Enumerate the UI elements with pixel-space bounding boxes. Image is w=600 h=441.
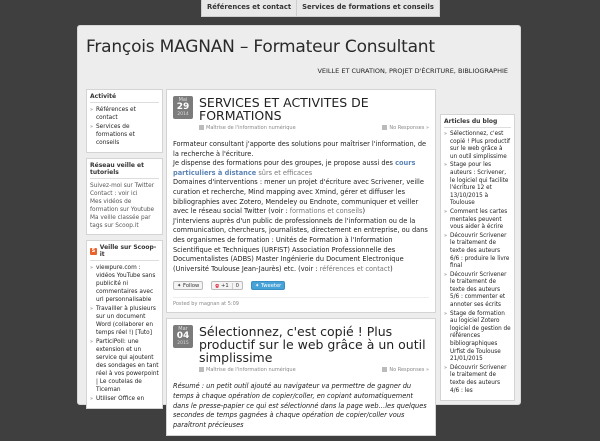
- post-day: 04: [176, 331, 190, 342]
- right-sidebar: [440, 114, 515, 406]
- gplus-icon: g: [215, 282, 220, 289]
- twitter-icon: ✦: [177, 282, 182, 289]
- gplus-count: 0: [232, 283, 239, 289]
- link-cours-distance[interactable]: cours particuliers à distance: [173, 159, 416, 177]
- post-year: 2015: [177, 341, 189, 347]
- share-bar: [173, 281, 429, 290]
- article-link[interactable]: » Stage de formation au logiciel Zotero logiciel de gestion de références bibliographiques Urfist de Toulouse 21/01/2015: [444, 311, 511, 364]
- nav-references-contact[interactable]: Références et contact: [202, 0, 297, 16]
- article-link[interactable]: » Sélectionnez, c'est copié ! Plus productif sur le web grâce à un outil simplissime: [444, 131, 511, 161]
- post-month: Mar: [178, 326, 188, 333]
- post-date-badge: [173, 96, 193, 119]
- post-responses[interactable]: No Responses »: [382, 367, 429, 373]
- reseau-line: Contact : voir ici: [90, 191, 138, 197]
- gplus-button[interactable]: g +1 0: [211, 281, 243, 290]
- widget-title: [90, 244, 159, 261]
- article-link[interactable]: » Découvrir Scrivener le traitement de texte des auteurs 5/6 : commenter et annoter ses écrits: [444, 272, 511, 310]
- widget-title: Réseau veille et tutoriels: [90, 162, 159, 179]
- post-category[interactable]: Maîtrise de l'information numérique: [199, 125, 296, 131]
- post: [166, 89, 436, 313]
- post-paragraph: Résumé : un petit outil ajouté au navigateur va permettre de gagner du temps à chaque opération de copier/coller, en copiant automatiquement dans le presse-papier ce qui est sélectionné dans la page web…les quelques secondes de temps gagnées à chaque opération de copier/coller vous paraîtront précieuses: [173, 382, 427, 429]
- left-sidebar: [86, 89, 163, 414]
- link-references-contact[interactable]: références et contact: [319, 264, 391, 273]
- reseau-line: Ma veille classée par tags sur Scoop.it: [90, 215, 151, 229]
- main-content: [166, 89, 436, 441]
- site-title[interactable]: François MAGNAN – Formateur Consultant: [86, 37, 435, 57]
- article-link[interactable]: » Comment les cartes mentales peuvent vous aider à écrire: [444, 209, 511, 232]
- scoopit-title: Veille sur Scoop-it: [99, 244, 157, 258]
- post: [166, 318, 436, 436]
- article-link[interactable]: » Stage pour les auteurs : Scrivener, le logiciel qui facilite l'écriture 12 et 13/10/2015 à Toulouse: [444, 162, 511, 208]
- post-meta: [199, 367, 429, 373]
- post-paragraph: J'interviens auprès d'un public de professionnels de l'information ou de la communication, chercheurs, journalistes, directement en entreprise, ou dans des organismes de formation : Unités de Formation à l'Information Scientifique et Techniques (URFIST) Association Professionnelle des Documentalistes (ADBS) Master Ingénierie du Document Electronique (Université Toulouse Jean-Jaurès) etc. (voir : références et contact): [173, 216, 428, 273]
- post-category[interactable]: Maîtrise de l'information numérique: [199, 367, 296, 373]
- tweet-button[interactable]: ✦ Tweeter: [251, 281, 285, 290]
- scoop-item[interactable]: » ParticiPoll: une extension et un service qui ajoutent des sondages en tant réel à vos powerpoint | Le coutelas de Ticeman: [90, 338, 159, 394]
- post-responses[interactable]: No Responses »: [382, 125, 429, 131]
- follow-button[interactable]: ✦ Follow: [173, 281, 203, 290]
- post-day: 29: [176, 102, 190, 112]
- article-link[interactable]: » Découvrir Scrivener le traitement de texte des auteurs 6/6 : produire le livre final: [444, 233, 511, 271]
- post-paragraph: Je dispense des formations pour des groupes, je propose aussi des cours particuliers à distance sûrs et efficaces: [173, 159, 416, 177]
- folder-icon: [199, 367, 204, 372]
- site-tagline: VEILLE ET CURATION, PROJET D'ÉCRITURE, BIBLIOGRAPHIE: [317, 67, 508, 75]
- post-footer: Posted by magnan at 5:09: [173, 297, 429, 307]
- widget-title: Articles du blog: [444, 118, 511, 128]
- post-year: 2014: [177, 112, 189, 117]
- post-body: [173, 140, 429, 274]
- post-paragraph: Domaines d'interventions : mener un projet d'écriture avec Scrivener, veille curation et recherche, Mind mapping avec Xmind, gérer et diffuser les bibliographies avec Zotero, Mendeley ou Endnote, communiquer et veiller avec le réseau social Twitter (voir : formations et conseils): [173, 178, 424, 216]
- top-navigation: [201, 0, 440, 17]
- sidebar-link-references[interactable]: » Références et contact: [90, 106, 159, 122]
- post-body: [173, 382, 429, 430]
- post-month: Mai: [178, 97, 188, 103]
- widget-articles: [440, 114, 515, 401]
- reseau-line: Suivez-moi sur Twitter: [90, 183, 155, 189]
- scoop-item[interactable]: » Travailler à plusieurs sur un document Word (collaborer en temps réel !) [Tuto]: [90, 305, 159, 337]
- sidebar-link-services[interactable]: » Services de formations et conseils: [90, 123, 159, 147]
- article-link[interactable]: » Découvrir Scrivener le traitement de texte des auteurs 4/6 : les: [444, 365, 511, 395]
- scoopit-icon: S: [91, 247, 96, 254]
- widget-scoopit: [86, 240, 163, 409]
- folder-icon: [199, 125, 204, 130]
- comment-icon: [382, 367, 387, 372]
- reseau-line: Mes vidéos de formation sur Youtube: [90, 199, 155, 213]
- post-title[interactable]: SERVICES ET ACTIVITES DE FORMATIONS: [199, 95, 369, 123]
- widget-activite: [86, 89, 163, 153]
- page-container: [77, 25, 521, 429]
- post-meta: [199, 125, 429, 131]
- post-title[interactable]: Sélectionnez, c'est copié ! Plus productif sur le web grâce à un outil simplissime: [199, 324, 426, 366]
- post-date-badge: [173, 325, 193, 348]
- scoop-item[interactable]: » viewpure.com : vidéos YouTube sans publicité ni commentaires avec url personnalisable: [90, 264, 159, 304]
- scoop-item[interactable]: » Utiliser Office en: [90, 395, 159, 403]
- nav-services-formations[interactable]: Services de formations et conseils: [302, 3, 434, 11]
- bird-icon: ✦: [254, 282, 260, 289]
- widget-title: Activité: [90, 93, 159, 103]
- comment-icon: [382, 125, 387, 130]
- link-formations-conseils[interactable]: formations et conseils: [289, 207, 363, 216]
- post-paragraph: Formateur consultant j'apporte des solutions pour maîtriser l'information, de la recherche à l'écriture.: [173, 140, 427, 158]
- widget-reseau: [86, 158, 163, 235]
